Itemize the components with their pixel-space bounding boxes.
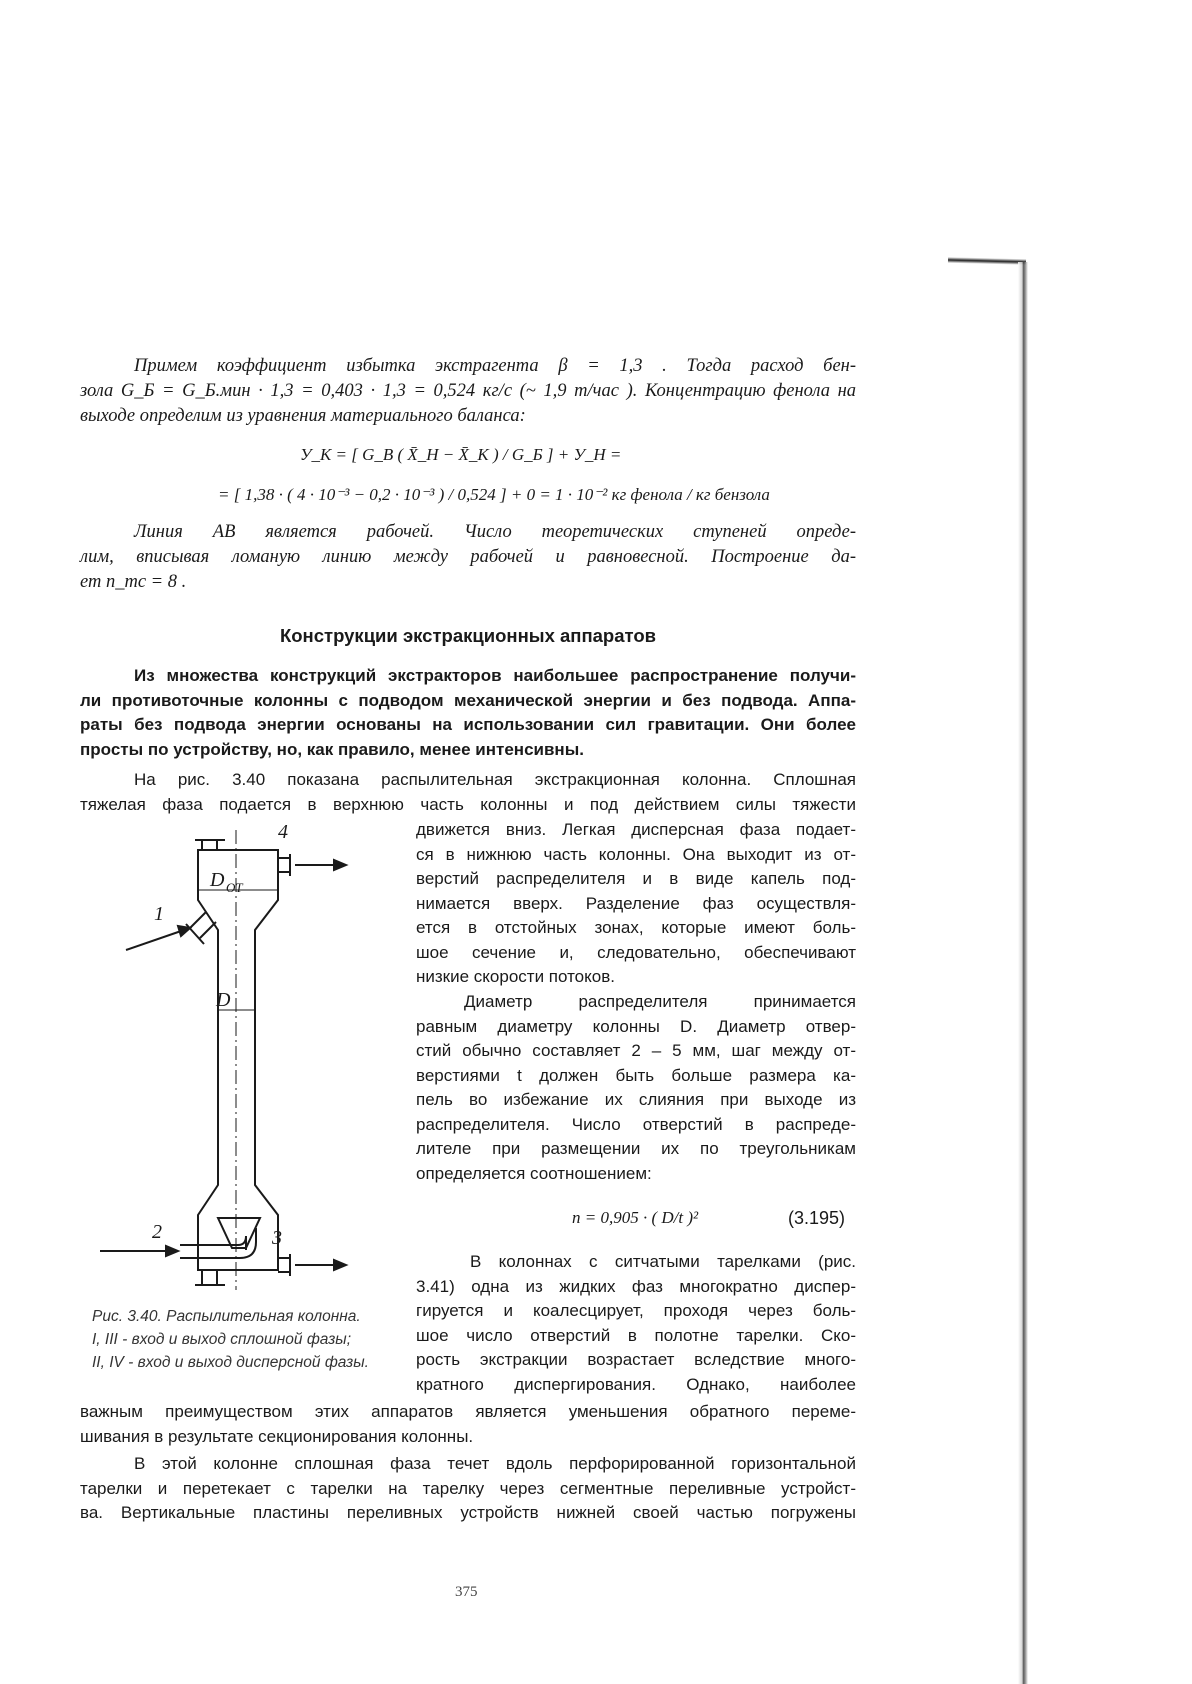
label-4: 4 [278,821,288,843]
text-line: нимается вверх. Разделение фаз осуществля- [416,893,856,913]
upper-settler [198,850,278,1270]
formula-yk-line1: У_К = [ G_В ( X̄_Н − X̄_К ) / G_Б ] + У_Н = [300,445,622,464]
arrow-2-head [166,1246,178,1256]
caption-title: Рис. 3.40. Распылительная колонна. [92,1308,361,1325]
formula-number: (3.195) [788,1208,846,1228]
page-number: 375 [455,1584,478,1600]
formula-yk-line2: = [ 1,38 · ( 4 · 10⁻³ − 0,2 · 10⁻³ ) / 0,524 ] + 0 = 1 · 10⁻² кг фенола / кг бензола [218,485,770,504]
inlet-pipe-2 [180,1228,256,1258]
text-line: определяется соотношением: [416,1163,652,1183]
text-line: ется в отстойных зонах, которые имеют боль- [416,918,856,937]
section-heading: Конструкции экстракционных аппаратов [279,625,657,646]
label-2: 2 [152,1221,162,1243]
text-line: Диаметр распределителя принимается [464,992,856,1011]
distributor-cone [218,1218,260,1248]
para-sieve-trays [416,1250,856,1397]
scan-edge-shadow [1018,262,1028,1684]
label-dot: D [210,869,225,891]
caption-line: I, III - вход и выход сплошной фазы; [92,1331,351,1348]
text-line: раты без подвода энергии основаны на использовании сил гравитации. Они более [80,715,856,734]
text-line: важным преимуществом этих аппаратов является уменьшения обратного переме- [80,1402,856,1421]
para-spray-column [80,768,856,817]
label-dot-sub: OT [226,880,243,895]
text-line: Примем коэффициент избытка экстрагента β = 1,3 . Тогда расход бен- [134,356,856,376]
text-line: кратного диспергирования. Однако, наиболее [416,1374,856,1394]
text-line: лим, вписывая ломаную линию между рабочей и равновесной. Построение да- [80,547,856,567]
text-line: тяжелая фаза подается в верхнюю часть колонны и под действием силы тяжести [80,794,856,814]
text-line: На рис. 3.40 показана распылительная экстракционная колонна. Сплошная [134,770,856,789]
label-d: D [216,989,231,1011]
text-line: зола G_Б = G_Б.мин · 1,3 = 0,403 · 1,3 = 0,524 кг/с (~ 1,9 т/час ). Концентрацию фенола на [80,381,856,401]
text-line: гируется и коалесцирует, проходя через боль- [416,1301,856,1320]
spray-column-figure [90,820,410,1300]
outlet-pipe-3 [278,1254,290,1276]
text-line: ся в нижнюю часть колонны. Она выходит из от- [416,844,856,864]
text-line: распределителя. Число отверстий в распреде- [416,1114,856,1134]
caption-line: II, IV - вход и выход дисперсной фазы. [92,1354,369,1371]
para-extractant-excess [80,354,856,429]
label-1: 1 [154,903,164,925]
text-line: шивания в результате секционирования колонны. [80,1426,474,1446]
text-line: низкие скорости потоков. [416,967,615,986]
arrow-4-head [334,860,346,870]
scan-edge-shadow-top [948,257,1026,265]
text-line: шое сечение и, следовательно, обеспечивают [416,942,856,962]
text-line: выходе определим из уравнения материального баланса: [80,406,526,426]
arrow-1-head [178,926,190,936]
text-line: тарелки и перетекает с тарелки на тарелку через сегментные переливные устройст- [80,1478,856,1498]
text-line: ет n_тс = 8 . [80,572,187,592]
text-line: пель во избежание их слияния при выходе из [416,1090,856,1109]
para-spray-column-right [416,818,856,990]
figure-caption [92,1305,410,1374]
formula-holes-count: n = 0,905 · ( D/t )² [572,1208,699,1227]
para-working-line [80,520,856,595]
text-line: рость экстракции возрастает вследствие много- [416,1350,856,1369]
bottom-pipe [195,1270,225,1285]
label-3: 3 [272,1227,282,1249]
text-line: шое число отверстий в полотне тарелки. Ско- [416,1325,856,1345]
text-line: стий обычно составляет 2 – 5 мм, шаг между от- [416,1041,856,1060]
arrow-3-head [334,1260,346,1270]
arrow-1 [126,930,184,950]
para-distributor-diameter [416,990,856,1186]
text-line: верстий распределителя и в виде капель под- [416,869,856,888]
text-line: Из множества конструкций экстракторов наибольшее распространение получи- [134,666,856,685]
text-line: верстиями t должен быть больше размера ка- [416,1065,856,1085]
text-line: В этой колонне сплошная фаза течет вдоль перфорированной горизонтальной [134,1454,856,1473]
text-line: 3.41) одна из жидких фаз многократно диспер- [416,1276,856,1296]
text-line: равным диаметру колонны D. Диаметр отвер- [416,1016,856,1036]
para-sieve-trays-cont [80,1400,856,1449]
text-line: ли противоточные колонны с подводом механической энергии и без подвода. Аппа- [80,690,856,710]
para-continuous-phase [80,1452,856,1526]
top-pipe [195,840,225,850]
text-line: движется вниз. Легкая дисперсная фаза подает- [416,820,856,839]
text-line: просты по устройству, но, как правило, менее интенсивны. [80,739,584,759]
text-line: ва. Вертикальные пластины переливных устройств нижней своей частью погружены [80,1503,856,1522]
text-line: лителе при размещении их по треугольникам [416,1139,856,1158]
text-line: Линия AB является рабочей. Число теоретических ступеней опреде- [134,522,856,542]
bold-intro [80,664,856,762]
outlet-pipe-4 [278,854,290,876]
text-line: В колоннах с ситчатыми тарелками (рис. [470,1252,856,1271]
